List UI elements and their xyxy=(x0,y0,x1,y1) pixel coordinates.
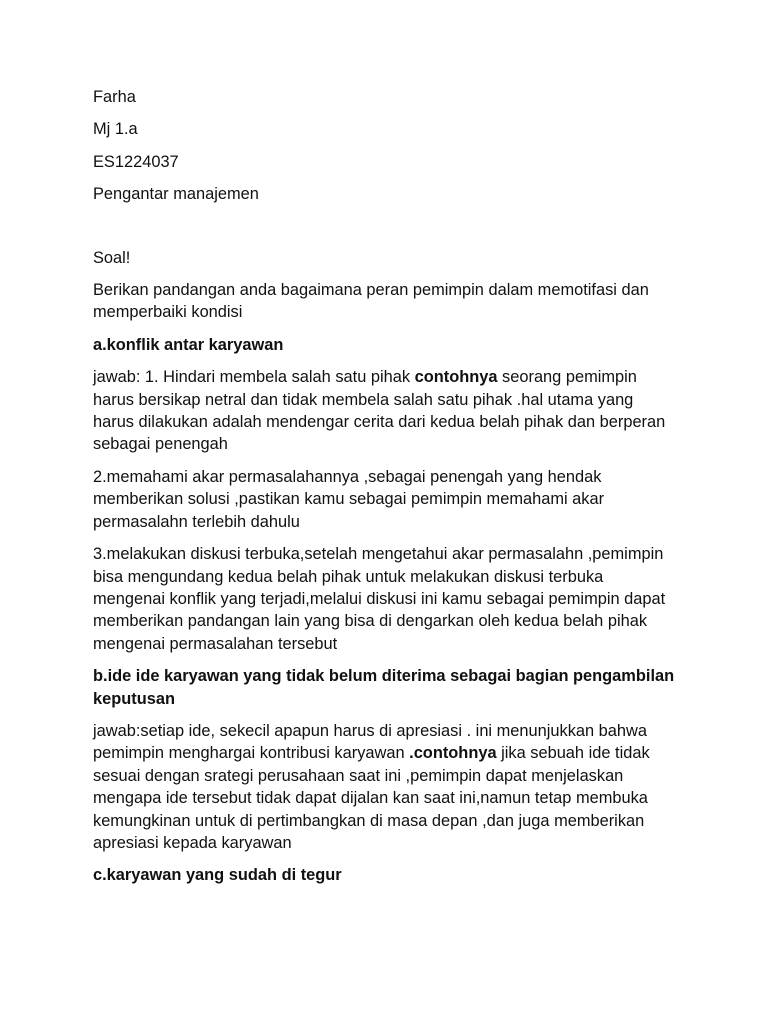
document-body xyxy=(93,86,693,897)
section-b-heading xyxy=(93,665,693,710)
section-a-answer-3 xyxy=(93,543,693,655)
section-c-heading: c.karyawan yang sudah di tegur xyxy=(93,866,342,885)
answer-line: sesuai dengan srategi perusahaan saat ini ,pemimpin dapat menjelaskan xyxy=(93,766,624,785)
heading-line: keputusan xyxy=(93,689,175,708)
answer-text: jika sebuah ide tidak xyxy=(496,744,650,763)
section-b-answer xyxy=(93,720,693,854)
answer-line: jawab:setiap ide, sekecil apapun harus di apresiasi . ini menunjukkan bahwa xyxy=(93,721,647,740)
answer-line: harus bersikap netral dan tidak membela salah satu pihak .hal utama yang xyxy=(93,390,634,409)
answer-line: mengenai permasalahan tersebut xyxy=(93,634,338,653)
answer-line: sebagai penengah xyxy=(93,435,228,454)
course-name: Pengantar manajemen xyxy=(93,185,259,204)
student-id: ES1224037 xyxy=(93,152,179,171)
answer-line: permasalahn terlebih dahulu xyxy=(93,512,300,531)
answer-line: mengapa ide tersebut tidak dapat dijalan kan saat ini,namun tetap membuka xyxy=(93,789,648,808)
question-line: Berikan pandangan anda bagaimana peran pemimpin dalam memotifasi dan xyxy=(93,281,649,300)
answer-text: jawab: 1. Hindari membela salah satu pihak xyxy=(93,368,415,387)
answer-line: 2.memahami akar permasalahannya ,sebagai penengah yang hendak xyxy=(93,467,602,486)
answer-line: mengenai konflik yang terjadi,melalui diskusi ini kamu sebagai pemimpin dapat xyxy=(93,589,666,608)
answer-line: memberikan solusi ,pastikan kamu sebagai pemimpin memahami akar xyxy=(93,490,605,509)
answer-line: apresiasi kepada karyawan xyxy=(93,833,292,852)
answer-emphasis: .contohnya xyxy=(409,744,497,763)
section-a-answer-1 xyxy=(93,366,693,456)
answer-text: pemimpin menghargai kontribusi karyawan xyxy=(93,744,410,763)
question-text xyxy=(93,279,693,324)
answer-text: seorang pemimpin xyxy=(497,368,637,387)
section-a-answer-2 xyxy=(93,466,693,533)
question-line: memperbaiki kondisi xyxy=(93,303,243,322)
answer-line: memberikan pandangan lain yang bisa di dengarkan oleh kedua belah pihak xyxy=(93,612,648,631)
heading-line: b.ide ide karyawan yang tidak belum diterima sebagai bagian pengambilan xyxy=(93,667,675,686)
answer-line xyxy=(93,366,693,388)
spacer xyxy=(93,216,693,247)
student-name: Farha xyxy=(93,88,136,106)
answer-line: harus dilakukan adalah mendengar cerita dari kedua belah pihak dan berperan xyxy=(93,413,666,432)
answer-line: 3.melakukan diskusi terbuka,setelah mengetahui akar permasalahn ,pemimpin xyxy=(93,545,664,564)
answer-line xyxy=(93,742,693,764)
answer-line: bisa mengundang kedua belah pihak untuk melakukan diskusi terbuka xyxy=(93,567,604,586)
answer-emphasis: contohnya xyxy=(414,368,498,387)
student-class: Mj 1.a xyxy=(93,120,138,139)
question-label: Soal! xyxy=(93,248,131,267)
answer-line: kemungkinan untuk di pertimbangkan di masa depan ,dan juga memberikan xyxy=(93,811,645,830)
section-a-heading: a.konflik antar karyawan xyxy=(93,335,284,354)
